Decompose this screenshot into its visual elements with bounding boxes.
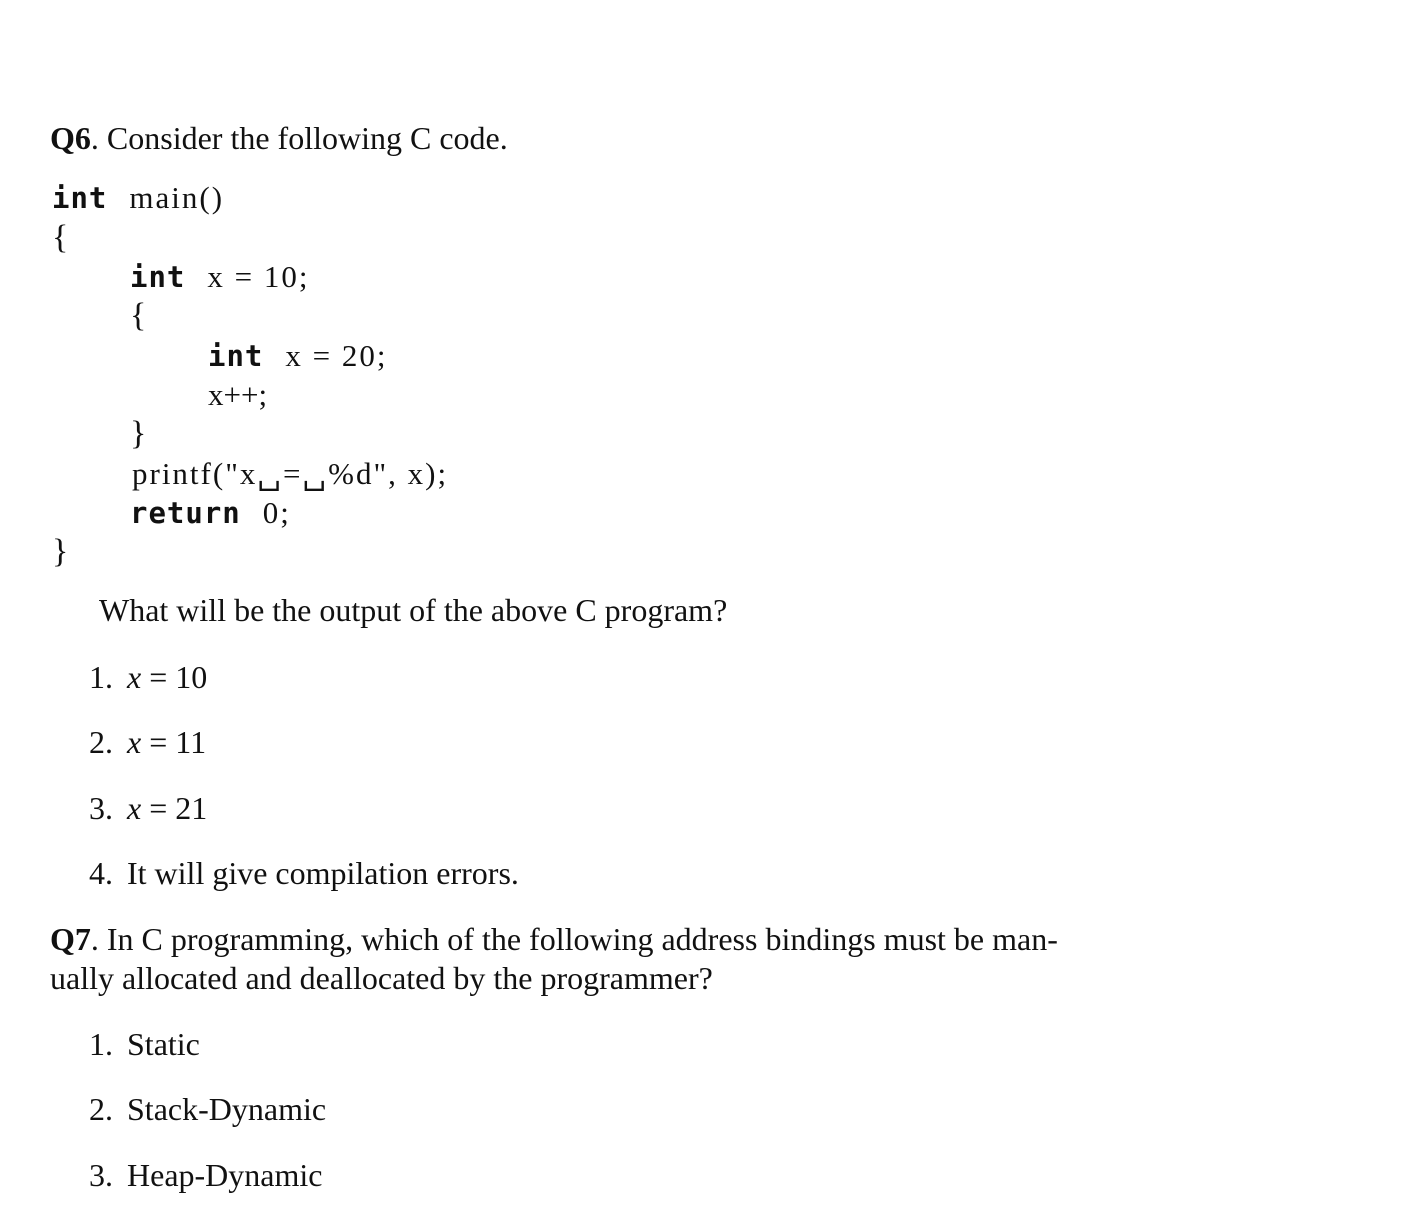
code-main-signature: main(): [129, 180, 225, 215]
q6-option-2: [89, 726, 206, 758]
option-text: It will give compilation errors.: [127, 855, 519, 891]
code-line-increment: x++;: [208, 377, 268, 412]
code-open-brace-outer: {: [52, 219, 71, 256]
q6-option-3: [89, 792, 207, 824]
q7-heading-line-1: [50, 923, 1058, 955]
code-line-int-x-20: [208, 340, 388, 371]
code-open-brace-inner: {: [130, 297, 149, 334]
q7-prompt-line-2: ually allocated and deallocated by the programmer?: [50, 960, 713, 996]
code-line-return: [130, 497, 291, 528]
option-text: Heap-Dynamic: [127, 1157, 323, 1193]
option-value: = 11: [149, 724, 207, 760]
option-variable: x: [127, 659, 142, 695]
code-close-brace-inner: }: [130, 415, 149, 452]
q7-option-2: [89, 1093, 326, 1125]
code-return-value: 0;: [262, 495, 291, 530]
code-line-main: [52, 182, 224, 213]
code-line-int-x-10: [130, 261, 310, 292]
option-number: 2.: [89, 724, 113, 760]
code-keyword-int: int: [52, 181, 108, 215]
q6-option-4: [89, 857, 519, 889]
q7-number: Q7: [50, 921, 91, 957]
option-text: Stack-Dynamic: [127, 1091, 327, 1127]
code-close-brace-outer: }: [52, 533, 71, 570]
option-text: Static: [127, 1026, 200, 1062]
code-keyword-return: return: [130, 496, 241, 530]
q7-prompt-line-1: . In C programming, which of the following address bindings must be man-: [90, 921, 1058, 957]
option-number: 2.: [89, 1091, 113, 1127]
option-number: 1.: [89, 659, 113, 695]
q6-number: Q6: [50, 120, 91, 156]
q7-option-1: [89, 1028, 200, 1060]
option-variable: x: [127, 790, 142, 826]
code-keyword-int: int: [208, 339, 264, 373]
code-decl-x-10: x = 10;: [207, 259, 310, 294]
q6-question: What will be the output of the above C program?: [99, 592, 728, 628]
q6-option-1: [89, 661, 207, 693]
q7-option-3: [89, 1159, 322, 1191]
option-value: = 10: [149, 659, 208, 695]
option-number: 1.: [89, 1026, 113, 1062]
code-keyword-int: int: [130, 260, 186, 294]
option-number: 4.: [89, 855, 113, 891]
option-value: = 21: [149, 790, 208, 826]
code-decl-x-20: x = 20;: [285, 338, 388, 373]
option-variable: x: [127, 724, 142, 760]
code-line-printf: printf("x␣=␣%d", x);: [132, 456, 449, 491]
option-number: 3.: [89, 790, 113, 826]
q6-heading: [50, 122, 508, 154]
option-number: 3.: [89, 1157, 113, 1193]
q6-prompt: . Consider the following C code.: [90, 120, 508, 156]
